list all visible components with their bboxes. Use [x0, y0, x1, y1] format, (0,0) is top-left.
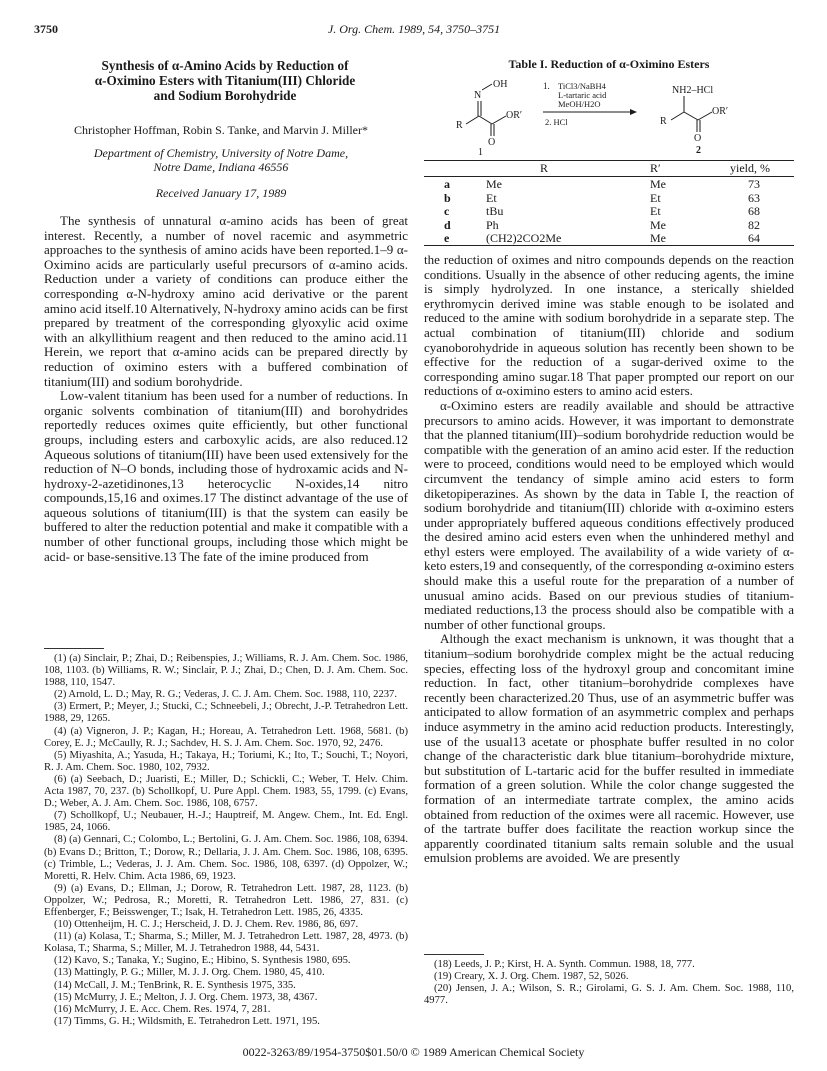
scheme-text: OR′	[712, 106, 729, 117]
scheme-text: TiCl3/NaBH4	[558, 81, 606, 91]
reference-item: (9) (a) Evans, D.; Ellman, J.; Dorow, R. Tetrahedron Lett. 1987, 28, 1123. (b) Oppolzer, W.; Pedrosa, R.; Moretti, R. Tetrahedron Lett. 1986, 27, 831. (c) Effenberger, F.; Beisswenger, T.; Isak, H. Tetrahedron Lett. 1985, 26, 4335.	[44, 882, 408, 918]
results-table	[424, 160, 794, 246]
bond-line	[479, 116, 492, 124]
body-paragraph: The synthesis of unnatural α-amino acids has been of great interest. Recently, a number of novel racemic and asymmetric approaches to the synthesis of amino acids have been reported.1–9 α-Oximino acids are particularly useful precursors of α-amino acids. Reduction under a variety of conditions can produce either the corresponding α-N-hydroxy amino acid derivative or the parent amino acid itself.10 Alternatively, N-hydroxy amino acids can be first prepared by treatment of the corresponding glyoxylic acid oxime with an alkyllithium reagent and then reduced to the amino acid.11 Herein, we report that α-amino acids can be prepared directly by reduction of oximino esters with a buffered combination of titanium(III) and sodium borohydride.	[44, 213, 408, 389]
affiliation-line: Notre Dame, Indiana 46556	[153, 160, 289, 174]
cell-r-prime: Et	[650, 204, 661, 218]
cell-r: tBu	[486, 204, 504, 218]
left-column-body	[44, 214, 408, 564]
title-line: and Sodium Borohydride	[153, 88, 297, 103]
cell-r: Me	[486, 177, 502, 191]
footnote-divider	[44, 648, 104, 649]
row-id: e	[444, 231, 450, 245]
scheme-text: OR′	[506, 110, 523, 121]
right-column-body	[424, 253, 794, 866]
compound-label: 1	[478, 147, 483, 156]
bond-line	[684, 112, 698, 120]
reference-item: (6) (a) Seebach, D.; Juaristi, E.; Miller, D.; Schickli, C.; Weber, T. Helv. Chim. Acta 1987, 70, 237. (b) Schollkopf, U. Pure Appl. Chem. 1983, 55, 1799. (c) Evans, D.; Weber, A. J. Am. Chem. Soc. 1986, 108, 6757.	[44, 773, 408, 810]
column-header: R	[540, 161, 549, 175]
compound-label: 2	[696, 145, 701, 156]
reference-item: (5) Miyashita, A.; Yasuda, H.; Takaya, H.; Toriumi, K.; Ito, T.; Souchi, T.; Noyori, R. J. Am. Chem. Soc. 1980, 102, 7932.	[44, 749, 408, 773]
affiliation-line: Department of Chemistry, University of Notre Dame,	[93, 146, 349, 160]
row-id: a	[444, 177, 450, 191]
column-header: R′	[650, 161, 661, 175]
reference-item: (19) Creary, X. J. Org. Chem. 1987, 52, 5026.	[434, 971, 629, 983]
scheme-text: 2. HCl	[545, 117, 568, 127]
table-header-row	[424, 161, 794, 176]
scheme-text: OH	[493, 79, 508, 90]
reference-item: (18) Leeds, J. P.; Kirst, H. A. Synth. Commun. 1988, 18, 777.	[434, 959, 695, 970]
cell-yield: 68	[748, 204, 760, 218]
title-line: Synthesis of α-Amino Acids by Reduction of	[101, 58, 349, 73]
scheme-text: R	[660, 116, 667, 127]
bond-line	[698, 112, 712, 120]
footnote-divider	[424, 954, 484, 955]
cell-r: Ph	[486, 217, 499, 232]
right-references	[424, 959, 794, 1007]
left-references	[44, 653, 408, 1028]
scheme-text: 1.	[543, 81, 550, 91]
reference-item: (15) McMurry, J. E.; Melton, J. J. Org. Chem. 1973, 38, 4367.	[54, 991, 318, 1003]
body-paragraph: Low-valent titanium has been used for a number of reductions. In organic solvents combination of titanium(III) and borohydrides reportedly reduces oximes quite efficiently, but other functional groups, including esters and carboxylic acids, are also reduced.12 Aqueous solutions of titanium(III) have been used extensively for the reduction of N–O bonds, including those of hydroxamic acids and N-hydroxy-2-azetidinones,13 heterocyclic N-oxides,14 nitro compounds,15,16 and oximes.17 The distinct advantage of the use of aqueous solutions of titanium(III) is that the system can easily be buffered to alter the reduction potential and make it compatible with a number of other functional groups, including those which might be acid- or base-sensitive.13 The fate of the imine produced from	[44, 388, 408, 564]
affiliation	[34, 146, 408, 174]
scheme-text: NH2–HCl	[672, 85, 714, 96]
table-row	[424, 191, 794, 205]
cell-yield: 82	[748, 217, 760, 232]
table-row	[424, 204, 794, 218]
running-header	[34, 22, 794, 40]
cell-r-prime: Me	[650, 217, 666, 232]
reference-item: (2) Arnold, L. D.; May, R. G.; Vederas, J. C. J. Am. Chem. Soc. 1988, 110, 2237.	[54, 689, 398, 701]
scheme-text: L-tartaric acid	[558, 90, 607, 100]
journal-citation: J. Org. Chem. 1989, 54, 3750–3751	[327, 22, 501, 36]
cell-yield: 64	[748, 231, 760, 245]
cell-yield: 63	[748, 190, 760, 205]
scheme-text: O	[694, 133, 702, 144]
reference-item: (3) Ermert, P.; Meyer, J.; Stucki, C.; Schneebeli, J.; Obrecht, J.-P. Tetrahedron Lett. 1988, 29, 1265.	[44, 701, 408, 725]
table-rule	[424, 245, 794, 246]
cell-r-prime: Et	[650, 190, 661, 205]
scheme-text: N	[474, 90, 482, 101]
reference-item: (1) (a) Sinclair, P.; Zhai, D.; Reibenspies, J.; Williams, R. J. Am. Chem. Soc. 1986, 108, 1103. (b) Williams, R. W.; Sinclair, P. J.; Zhai, D.; Chen, D. J. Am. Chem. Soc. 1988, 110, 1547.	[44, 653, 408, 689]
reference-item: (4) (a) Vigneron, J. P.; Kagan, H.; Horeau, A. Tetrahedron Lett. 1968, 5681. (b) Corey, E. J.; McCaully, R. J.; Sachdev, H. S. J. Am. Chem. Soc. 1970, 92, 2476.	[44, 725, 408, 749]
arrow-head	[630, 109, 637, 115]
column-header: yield, %	[730, 161, 770, 175]
reference-item: (12) Kavo, S.; Tanaka, Y.; Sugino, E.; Hibino, S. Synthesis 1980, 695.	[54, 955, 351, 967]
title-line: α-Oximino Esters with Titanium(III) Chloride	[94, 73, 356, 88]
reference-item: (7) Schollkopf, U.; Neubauer, H.-J.; Hauptreif, M. Angew. Chem., Int. Ed. Engl. 1985, 24, 1066.	[44, 810, 408, 834]
page-number: 3750	[34, 22, 58, 36]
table-row	[424, 177, 794, 191]
cell-r: Et	[486, 190, 497, 205]
reference-item: (14) McCall, J. M.; TenBrink, R. E. Synthesis 1975, 335.	[54, 979, 296, 991]
author-list: Christopher Hoffman, Robin S. Tanke, and Marvin J. Miller*	[73, 123, 369, 137]
bond-line	[482, 84, 492, 90]
table-row	[424, 231, 794, 245]
reference-item: (17) Timms, G. H.; Wildsmith, E. Tetrahedron Lett. 1971, 195.	[54, 1015, 320, 1027]
cell-yield: 73	[748, 177, 760, 191]
scheme-text: O	[488, 137, 496, 148]
reference-item: (8) (a) Gennari, C.; Colombo, L.; Bertolini, G. J. Am. Chem. Soc. 1986, 108, 6394. (b) Evans D.; Britton, T.; Dorow, R.; Dellaria, J. J. Am. Chem. Soc. 1986, 108, 6395. (c) Trimble, L.; Vederas, J. J. Am. Chem. Soc. 1986, 108, 6397. (d) Oppolzer, W.; Moretti, R. Helv. Chim. Acta 1986, 69, 1923.	[44, 834, 408, 882]
reaction-scheme	[448, 78, 778, 156]
reference-item: (13) Mattingly, P. G.; Miller, M. J. J. Org. Chem. 1980, 45, 410.	[54, 967, 325, 979]
cell-r-prime: Me	[650, 231, 666, 245]
body-paragraph: α-Oximino esters are readily available and should be attractive precursors to amino acids. However, it was important to demonstrate that the planned titanium(III)–sodium borohydride reduction would be compatible with the generation of an amino acid ester. If the reduction were to proceed, conditions would need to be employed which would circumvent the tendancy of simple amino acid esters to form diketopiperazines. As shown by the data in Table I, the reaction of sodium borohydride and titanium(III) chloride with α-oximino esters under appropriately buffered aqueous conditions effectively produced the desired amino acid esters even when the unhindered methyl and ethyl esters were employed. The availability of a wide variety of α-keto esters,19 and consequently, of the corresponding α-oximino esters should make this a useful route for the preparation of a number of unusual amino acids. Based on our previous studies of titanium-mediated reductions,13 the process should also be compatible with a number of other functional groups.	[424, 397, 794, 632]
row-id: b	[444, 190, 451, 205]
scheme-text: R	[456, 120, 463, 131]
received-date: Received January 17, 1989	[155, 186, 287, 200]
article-title	[60, 58, 390, 103]
reference-item: (10) Ottenheijm, H. C. J.; Herscheid, J. D. J. Chem. Rev. 1986, 86, 697.	[54, 919, 359, 931]
page-footer: 0022-3263/89/1954-3750$01.50/0 © 1989 American Chemical Society	[242, 1045, 585, 1059]
reference-item: (11) (a) Kolasa, T.; Sharma, S.; Miller, M. J. Tetrahedron Lett. 1987, 28, 4973. (b) Kolasa, T.; Sharma, S.; Miller, M. J. Tetrahedron 1988, 44, 5431.	[44, 931, 408, 955]
reference-item: (20) Jensen, J. A.; Wilson, S. R.; Girolami, G. S. J. Am. Chem. Soc. 1988, 110, 4977.	[424, 983, 794, 1007]
reference-item: (16) McMurry, J. E. Acc. Chem. Res. 1974, 7, 281.	[54, 1003, 271, 1015]
bond-line	[492, 116, 506, 124]
bond-line	[671, 112, 684, 120]
body-paragraph: the reduction of oximes and nitro compounds depends on the reaction conditions. Usually in the absence of other reducing agents, the imine is simply hydrolyzed. In one instance, a sterically shielded erythromycin derived imine was stable enough to be isolated and reduced to the amine with sodium borohydride in a separate step. The actual combination of titanium(III) chloride and sodium cyanoborohydride in aqueous solution has recently been shown to be effective for the reduction of a sugar-derived oxime to the corresponding amino sugar.18 That paper prompted our report on our reductions of α-oximino esters to amino acid esters.	[424, 252, 794, 399]
cell-r-prime: Me	[650, 177, 666, 191]
cell-r: (CH2)2CO2Me	[486, 231, 562, 245]
bond-line	[466, 116, 479, 124]
table-row	[424, 218, 794, 232]
scheme-text: MeOH/H2O	[558, 99, 601, 109]
row-id: c	[444, 204, 450, 218]
row-id: d	[444, 217, 451, 232]
table-title: Table I. Reduction of α-Oximino Esters	[508, 57, 710, 71]
body-paragraph: Although the exact mechanism is unknown, it was thought that a titanium–sodium borohydride complex might be the actual reducing species, effecting loss of the hydroxyl group and concomitant imine reduction. In fact, other titanium–borohydride complexes have recently been characterized.20 Thus, use of an asymmetric buffer was anticipated to allow formation of an asymmetric complex and perhaps induce asymmetry in the amino acid reduction products. Interestingly, use of the usual13 acetate or phosphate buffer resulted in no color change of the characteristic dark blue titanium–borohydride mixture, but substitution of L-tartaric acid for the buffer resulted in immediate formation of a green solution. While the color change suggested the formation of an intermediate tartrate complex, the amino acids obtained from reduction of the oximes were all racemic. However, use of the tartrate buffer does facilitate the reaction workup since the apparently coordinated titanium salts remain soluble and the usual emulsion problems are avoided. We are presently	[424, 631, 794, 866]
